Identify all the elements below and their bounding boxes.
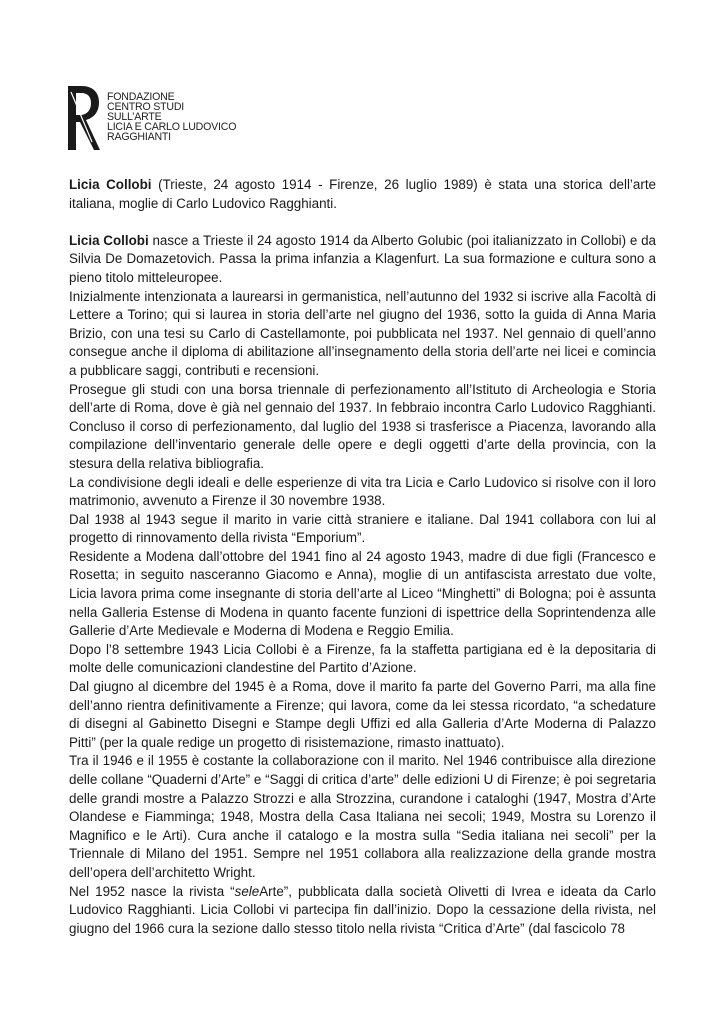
foundation-logo (66, 84, 266, 154)
bio-paragraph: Dopo l’8 settembre 1943 Licia Collobi è a Firenze, fa la staffetta partigiana ed è la depositaria di molte delle comunicazioni clandestine del Partito d’Azione. (69, 641, 656, 676)
logo-line: CENTRO STUDI (107, 101, 185, 113)
bio-text: nasce a Trieste il 24 agosto 1914 da Alberto Golubic (poi italianizzato in Collobi) e da Silvia De Domazetovich. Passa la prima infanzia a Klagenfurt. La sua formazione e cultura sono a pieno titolo mitteleuropee. (69, 232, 657, 285)
bio-paragraph (69, 232, 656, 288)
bio-paragraph: Dal giugno al dicembre del 1945 è a Roma, dove il marito fa parte del Governo Parri, ma alla fine dell’anno rientra definitivamente a Firenze; qui lavora, come da lei stessa ricordato, “a schedature di disegni al Gabinetto Disegni e Stampe degli Uffizi ed alla Galleria d’Arte Moderna di Palazzo Pitti” (per la quale redige un progetto di risistemazione, rimasto inattuato). (69, 679, 656, 750)
bio-text: Arte”, pubblicata dalla società Olivetti di Ivrea e ideata da Carlo Ludovico Ragghianti. Licia Collobi vi partecipa fin dall’inizio. Dopo la cessazione della rivista, nel giugno del 1966 cura la sezione dallo stesso titolo nella rivista “Critica d’Arte” (dal fascicolo 78 (69, 883, 656, 936)
bio-paragraph: Residente a Modena dall’ottobre del 1941 fino al 24 agosto 1943, madre di due figli (Francesco e Rosetta; in seguito nasceranno Giacomo e Anna), moglie di un antifascista arrestato due volte, Licia lavora prima come insegnante di storia dell’arte al Liceo “Minghetti” di Bologna; poi è assunta nella Galleria Estense di Modena in quanto facente funzioni di ispettrice della Soprintendenza alle Gallerie d’Arte Medievale e Moderna di Modena e Reggio Emilia. (69, 548, 656, 639)
bio-paragraph: Dal 1938 al 1943 segue il marito in varie città straniere e italiane. Dal 1941 collabora con lui al progetto di rinnovamento della rivista “Emporium”. (69, 511, 656, 546)
bio-text: Nel 1952 nasce la rivista “ (69, 883, 235, 899)
bio-paragraph: La condivisione degli ideali e delle esperienze di vita tra Licia e Carlo Ludovico si risolve con il loro matrimonio, avvenuto a Firenze il 30 novembre 1938. (69, 474, 656, 509)
subject-name: Licia Collobi (69, 232, 149, 248)
bio-paragraph (69, 883, 656, 939)
journal-title-italic: sele (234, 883, 260, 899)
logo-mark-icon (66, 84, 100, 152)
logo-line: FONDAZIONE (107, 91, 175, 103)
intro-paragraph (69, 176, 656, 213)
bio-paragraph: Inizialmente intenzionata a laurearsi in germanistica, nell’autunno del 1932 si iscrive alla Facoltà di Lettere a Torino; qui si laurea in storia dell’arte nel giugno del 1936, sotto la guida di Anna Maria Brizio, con una tesi su Carlo di Castellamonte, poi pubblicata nel 1937. Nel gennaio di quell’anno consegue anche il diploma di abilitazione all’insegnamento della storia dell’arte nei licei e comincia a pubblicare saggi, contributi e recensioni. (69, 288, 656, 378)
subject-name: Licia Collobi (69, 177, 152, 192)
logo-line: LICIA E CARLO LUDOVICO (107, 121, 237, 133)
document-body (69, 176, 656, 938)
logo-line: SULL’ARTE (107, 111, 162, 123)
bio-paragraph: Prosegue gli studi con una borsa triennale di perfezionamento all’Istituto di Archeologia e Storia dell’arte di Roma, dove è già nel gennaio del 1937. In febbraio incontra Carlo Ludovico Ragghianti. Concluso il corso di perfezionamento, dal luglio del 1938 si trasferisce a Piacenza, lavorando alla compilazione dell’inventario generale delle opere e degli oggetti d’arte della provincia, con la stesura della relativa bibliografia. (69, 381, 656, 471)
logo-line: RAGGHIANTI (107, 131, 171, 143)
intro-text: (Trieste, 24 agosto 1914 - Firenze, 26 luglio 1989) è stata una storica dell’arte italiana, moglie di Carlo Ludovico Ragghianti. (69, 177, 656, 211)
bio-paragraph: Tra il 1946 e il 1955 è costante la collaborazione con il marito. Nel 1946 contribuisce alla direzione delle collane “Quaderni d’Arte” e “Saggi di critica d’arte” delle edizioni U di Firenze; è poi segretaria delle grandi mostre a Palazzo Strozzi e alla Strozzina, curandone i cataloghi (1947, Mostra d’Arte Olandese e Fiamminga; 1948, Mostra della Casa Italiana nei secoli; 1949, Mostra su Lorenzo il Magnifico e le Arti). Cura anche il catalogo e la mostra sulla “Sedia italiana nei secoli” per la Triennale di Milano del 1951. Sempre nel 1951 collabora alla realizzazione della grande mostra dell’opera dell’architetto Wright. (69, 753, 656, 880)
logo-text (107, 92, 236, 142)
